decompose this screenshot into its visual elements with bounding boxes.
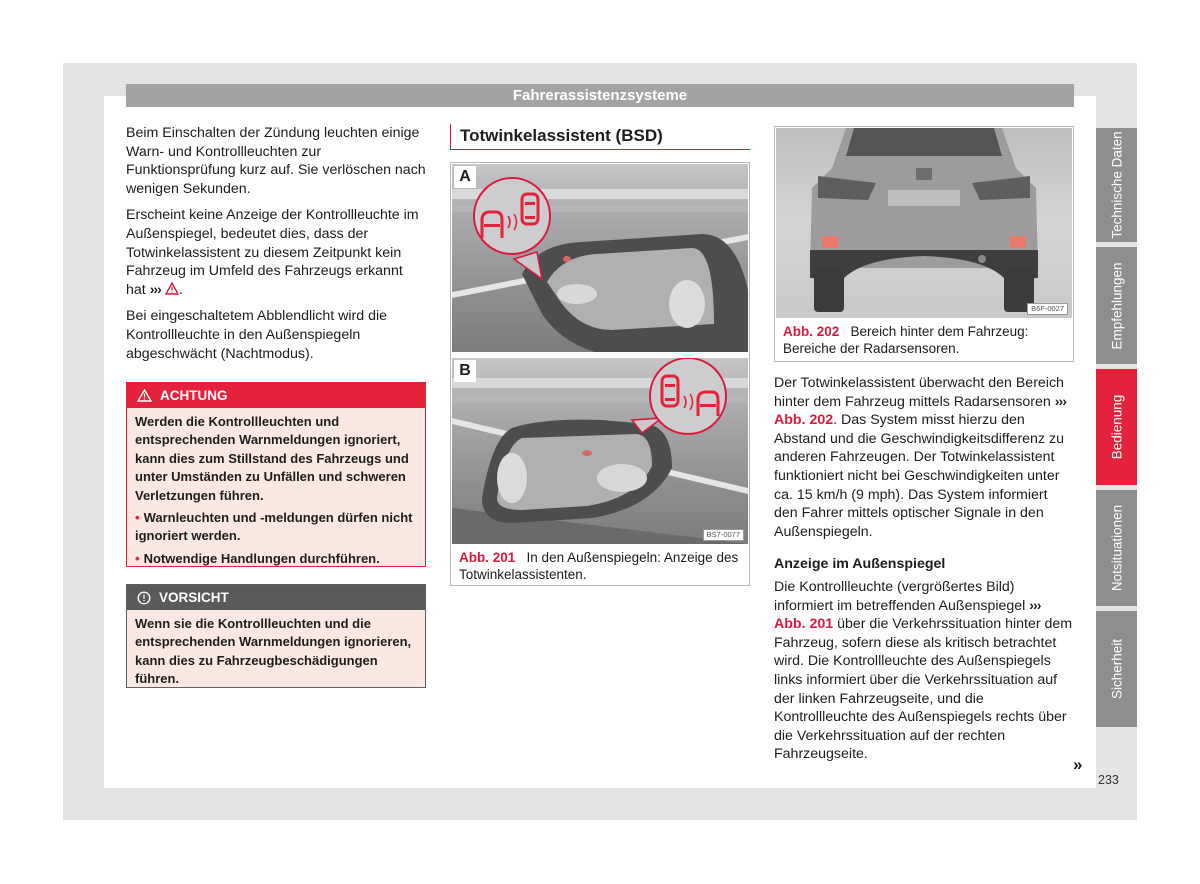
caption-text: In den Außenspiegeln: Anzeige des Totwinkelassistenten. <box>459 550 739 582</box>
panel-label-a: A <box>454 166 476 188</box>
paragraph-text: Erscheint keine Anzeige der Kontrollleuchte im Außenspiegel, bedeutet dies, dass der Totwinkelassistent zu diesem Zeitpunkt kein Fahrzeug im Umfeld des Fahrzeugs erkannt hat <box>126 207 419 298</box>
vorsicht-title: VORSICHT <box>159 590 229 605</box>
figure-201 <box>450 162 750 586</box>
subheading: Anzeige im Außenspiegel <box>774 556 946 573</box>
achtung-title: ACHTUNG <box>160 388 228 403</box>
tab-notsituationen[interactable]: Notsituationen <box>1096 490 1137 606</box>
figure-code: B6F-0027 <box>1027 303 1068 315</box>
tab-technische-daten[interactable]: Technische Daten <box>1096 128 1137 242</box>
achtung-bullet: • Notwendige Handlungen durchführen. <box>135 550 380 566</box>
vorsicht-body <box>127 610 425 689</box>
achtung-body <box>127 408 425 568</box>
mirror-image-panel-a <box>452 164 748 352</box>
warning-triangle-icon[interactable] <box>165 282 179 295</box>
paragraph: Bei eingeschaltetem Abblendlicht wird die Kontrollleuchte in den Außenspiegeln abgeschwächt (Nachtmodus). <box>126 308 388 362</box>
mirror-image-panel-b <box>452 358 748 544</box>
achtung-bullet: • Warnleuchten und -meldungen dürfen nicht ignoriert werden. <box>135 510 413 544</box>
figure-caption <box>783 323 1067 357</box>
figure-code: BS7-0077 <box>703 529 744 541</box>
paragraph: Erscheint keine Anzeige der Kontrollleuchte im Außenspiegel, bedeutet dies, dass der Totwinkelassistent zu diesem Zeitpunkt kein Fahrzeug im Umfeld des Fahrzeugs erkannt hat ››› . <box>126 207 419 298</box>
panel-label-b: B <box>454 360 476 382</box>
vorsicht-header <box>127 585 425 610</box>
tab-bedienung[interactable]: Bedienung <box>1096 369 1137 485</box>
car-rear-illustration <box>776 128 1072 318</box>
achtung-text: Werden die Kontrollleuchten und entsprechenden Warnmeldungen ignoriert, kann dies zum Stillstand des Fahrzeugs und unter Umständen zu Unfällen und schweren Verletzungen führen. <box>135 414 409 503</box>
right-mirror-illustration <box>452 358 748 544</box>
figure-label: Abb. 201 <box>459 550 516 565</box>
bullet-icon: • <box>135 510 140 526</box>
vorsicht-caution-box <box>126 584 426 688</box>
bullet-icon: • <box>135 550 140 566</box>
section-title: Totwinkelassistent (BSD) <box>450 124 750 150</box>
paragraph: Der Totwinkelassistent überwacht den Bereich hinter dem Fahrzeug mittels Radarsensoren ››› Abb. 202. Das System misst hierzu den Abstand und die Geschwindigkeitsdifferenz zu anderen Fahrzeugen. Der Totwinkelassistent funktioniert nicht bei Geschwindigkeiten unter ca. 15 km/h (9 mph). Das System informiert den Fahrer mittels optischer Signale in den Außenspiegeln. <box>774 375 1066 540</box>
vorsicht-text: Wenn sie die Kontrollleuchten und die entsprechenden Warnmeldungen ignorieren, kann dies zu Fahrzeugbeschädigungen führen. <box>135 616 412 687</box>
warning-triangle-icon <box>137 389 152 402</box>
figure-label: Abb. 202 <box>783 324 840 339</box>
left-mirror-illustration <box>452 164 748 352</box>
paragraph: Beim Einschalten der Zündung leuchten einige Warn- und Kontrollleuchten zur Funktionsprüfung kurz auf. Sie verlöschen nach wenigen Sekunden. <box>126 125 426 197</box>
reference-arrow[interactable]: ››› <box>149 281 161 298</box>
figure-202 <box>774 126 1074 362</box>
caption-text: Bereich hinter dem Fahrzeug: Bereiche der Radarsensoren. <box>783 324 1029 356</box>
tab-sicherheit[interactable]: Sicherheit <box>1096 611 1137 727</box>
car-rear-image <box>776 128 1072 318</box>
continue-mark: » <box>1073 755 1083 774</box>
achtung-header <box>127 383 425 408</box>
reference-arrow: ››› <box>1054 393 1066 410</box>
right-column <box>774 374 1074 772</box>
figure-caption <box>459 549 743 583</box>
paragraph: Die Kontrollleuchte (vergrößertes Bild) informiert im betreffenden Außenspiegel ››› Abb. 201 über die Verkehrssituation hinter dem Fahrzeug, sofern diese als kritisch betrachtet wird. Die Kontrollleuchte des Außenspiegels links informiert über die Verkehrssituation auf der linken Fahrzeugseite, und die Kontrollleuchte des Außenspiegels rechts über die Verkehrssituation auf der rechten Fahrzeugseite. <box>774 578 1073 763</box>
left-column <box>126 124 426 371</box>
tab-empfehlungen[interactable]: Empfehlungen <box>1096 247 1137 364</box>
figure-reference-link[interactable]: Abb. 202 <box>774 412 834 429</box>
figure-reference-link[interactable]: Abb. 201 <box>774 616 834 633</box>
page-number: 233 <box>1098 773 1119 787</box>
chapter-header: Fahrerassistenzsysteme <box>126 84 1074 107</box>
achtung-warning-box <box>126 382 426 567</box>
exclamation-circle-icon <box>137 591 151 605</box>
reference-arrow: ››› <box>1029 597 1041 614</box>
